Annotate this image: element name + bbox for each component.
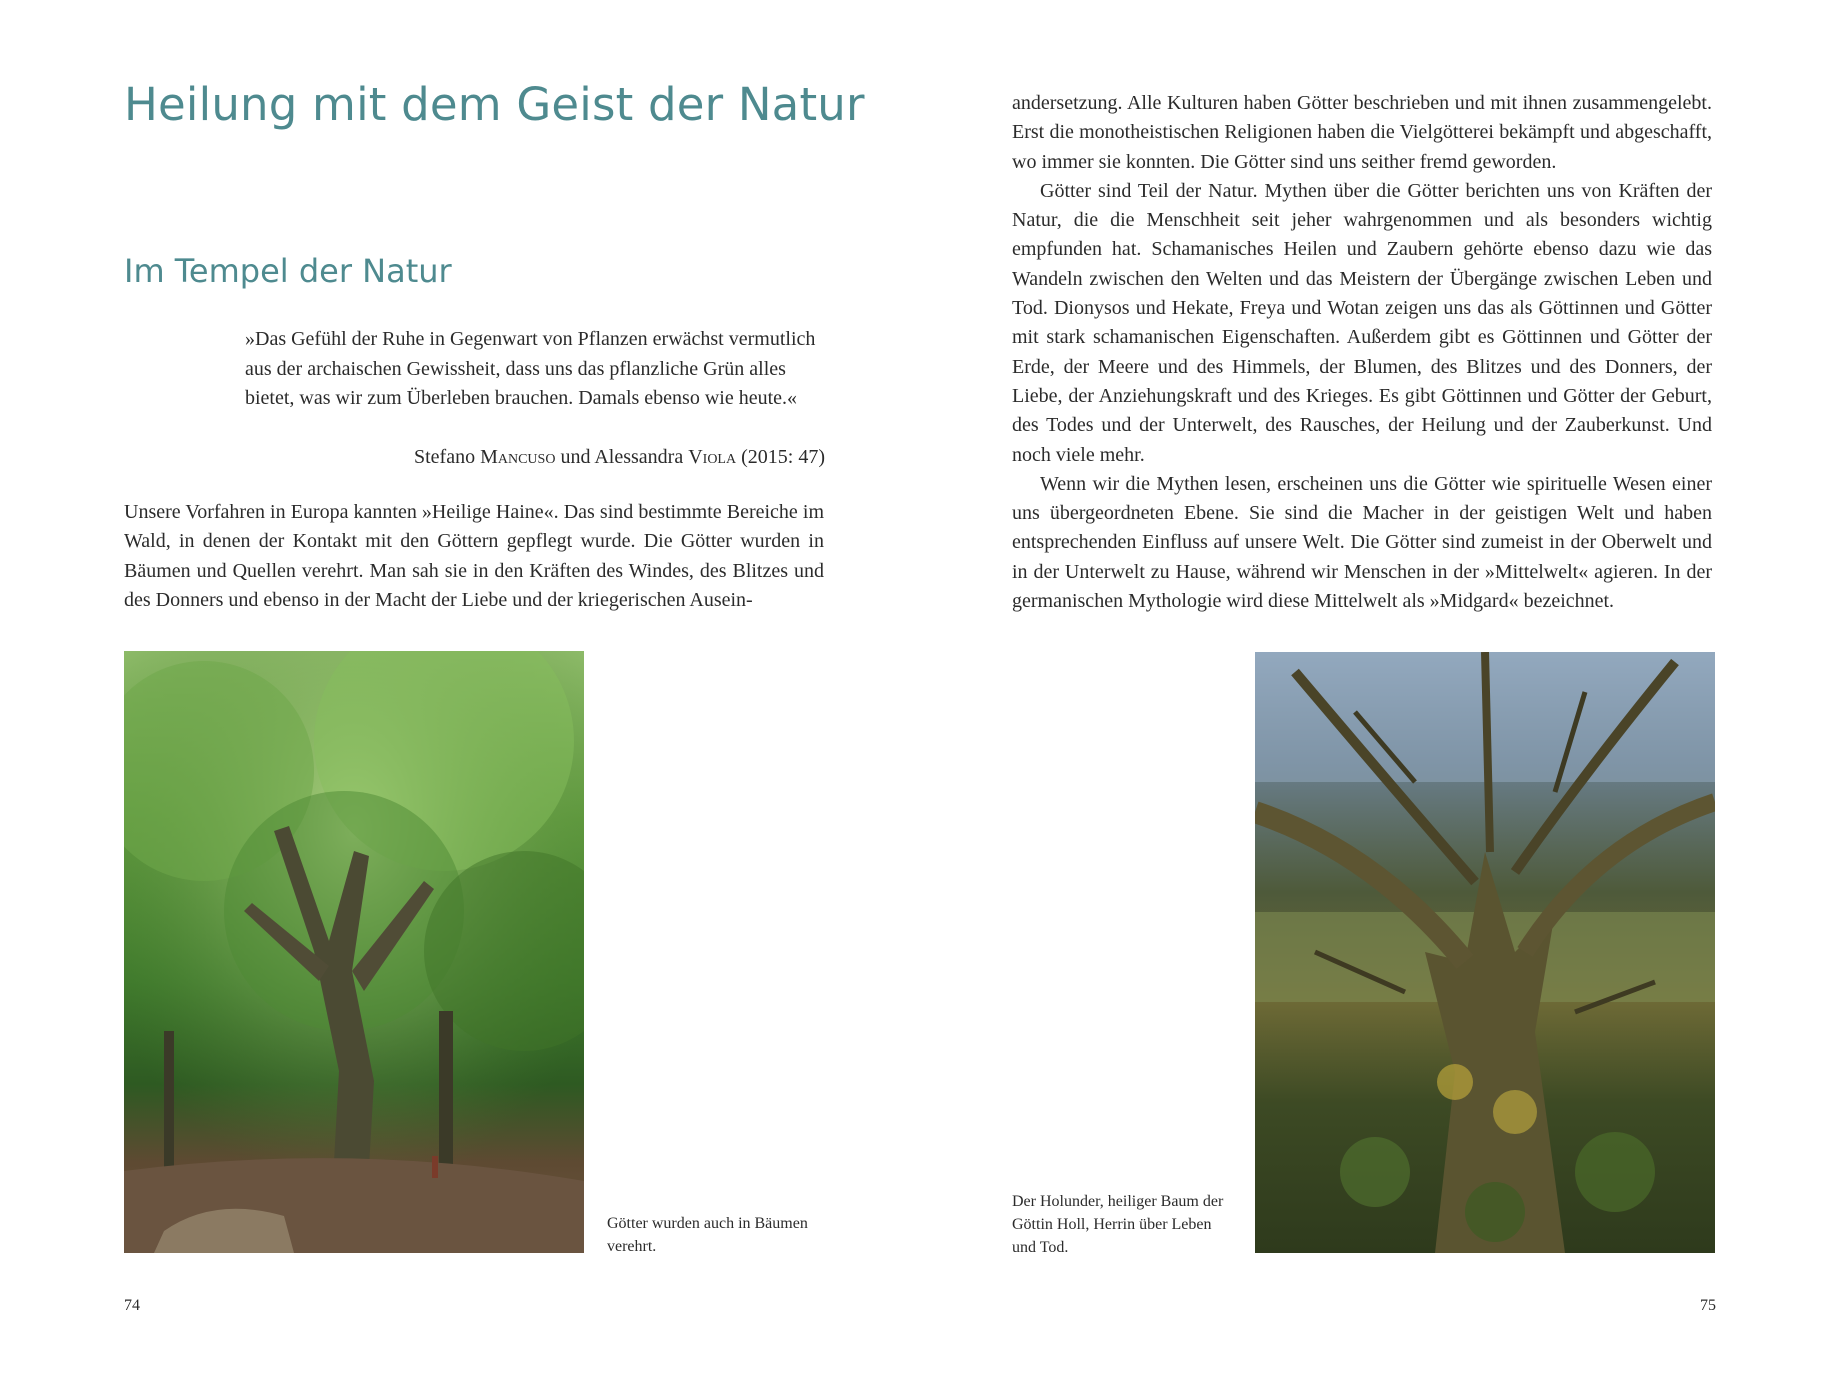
right-paragraph-2: Götter sind Teil der Natur. Mythen über die Götter berichten uns von Kräften der Natur, die die Menschheit seit jeher wahrgenommen und als besonders wichtig empfunden hat. Schamanisches Heilen und Zaubern gehörte ebenso dazu wie das Wandeln zwischen den Welten und das Meistern der Übergänge zwischen Leben und Tod. Dionysos und Hekate, Freya und Wotan zeigen uns das als Göttinnen und Götter mit stark schamanischen Eigenschaften. Außerdem gibt es Göttinnen und Götter der Erde, der Meere und des Himmels, der Blumen, des Blitzes und des Donners, der Liebe, der Anziehungskraft und des Krieges. Es gibt Göttinnen und Götter der Geburt, des Todes und der Unterwelt, des Rausches, der Heilung und der Zauberkunst. Und noch viele mehr. [1012, 179, 1712, 466]
right-paragraph-3: Wenn wir die Mythen lesen, erscheinen uns die Götter wie spirituelle Wesen einer uns übergeordneten Ebene. Sie sind die Macher in der geistigen Welt und haben entsprechenden Einfluss auf unsere Welt. Die Götter sind zumeist in der Oberwelt und in der Unterwelt zu Hause, während wir Menschen in der »Mittelwelt« agieren. In der germanischen Mythologie wird diese Mittelwelt als »Midgard« bezeichnet. [1012, 472, 1712, 613]
forest-photo [124, 651, 584, 1253]
left-paragraph: Unsere Vorfahren in Europa kannten »Heilige Haine«. Das sind bestimmte Bereiche im Wald, in denen der Kontakt mit den Göttern gepflegt wurde. Die Götter wurden in Bäumen und Quellen verehrt. Man sah sie in den Kräften des Windes, des Blitzes und des Donners und ebenso in der Macht der Liebe und der kriegerischen Ausein- [124, 501, 824, 611]
forest-photo-caption: Götter wurden auch in Bäumen verehrt. [607, 1215, 808, 1255]
quote-text: »Das Gefühl der Ruhe in Gegenwart von Pflanzen erwächst vermutlich aus der archaischen Gewissheit, dass uns das pflanzliche Grün alles bietet, was wir zum Überleben brauchen. Damals ebenso wie heute.« [245, 328, 816, 409]
right-body-text [1012, 89, 1712, 616]
author2-first-name: Alessandra [594, 446, 684, 468]
quote-citation: (2015: 47) [741, 446, 825, 468]
quote-attribution [245, 443, 825, 473]
elder-tree-illustration [1255, 652, 1715, 1253]
author2-last-name: Viola [688, 446, 737, 468]
section-heading: Im Tempel der Natur [124, 252, 452, 290]
attribution-conjunction: und [560, 446, 591, 468]
author1-first-name: Stefano [414, 446, 476, 468]
left-body-text [124, 498, 824, 615]
page-number-right: 75 [1700, 1297, 1716, 1314]
right-paragraph-1: andersetzung. Alle Kulturen haben Götter beschrieben und mit ihnen zusammengelebt. Erst die monotheistischen Religionen haben die Vielgötterei bekämpft und abgeschafft, wo immer sie konnten. Die Götter sind uns seither fremd geworden. [1012, 92, 1712, 173]
chapter-title: Heilung mit dem Geist der Natur [124, 78, 865, 131]
right-page [915, 0, 1831, 1376]
forest-photo-illustration [124, 651, 584, 1253]
elder-tree-photo [1255, 652, 1715, 1253]
epigraph-quote [245, 325, 825, 414]
author1-last-name: Mancuso [480, 446, 556, 468]
elder-photo-caption: Der Holunder, heiliger Baum der Göttin Holl, Herrin über Leben und Tod. [1012, 1193, 1224, 1256]
page-number-left: 74 [124, 1297, 140, 1314]
left-page [0, 0, 915, 1376]
